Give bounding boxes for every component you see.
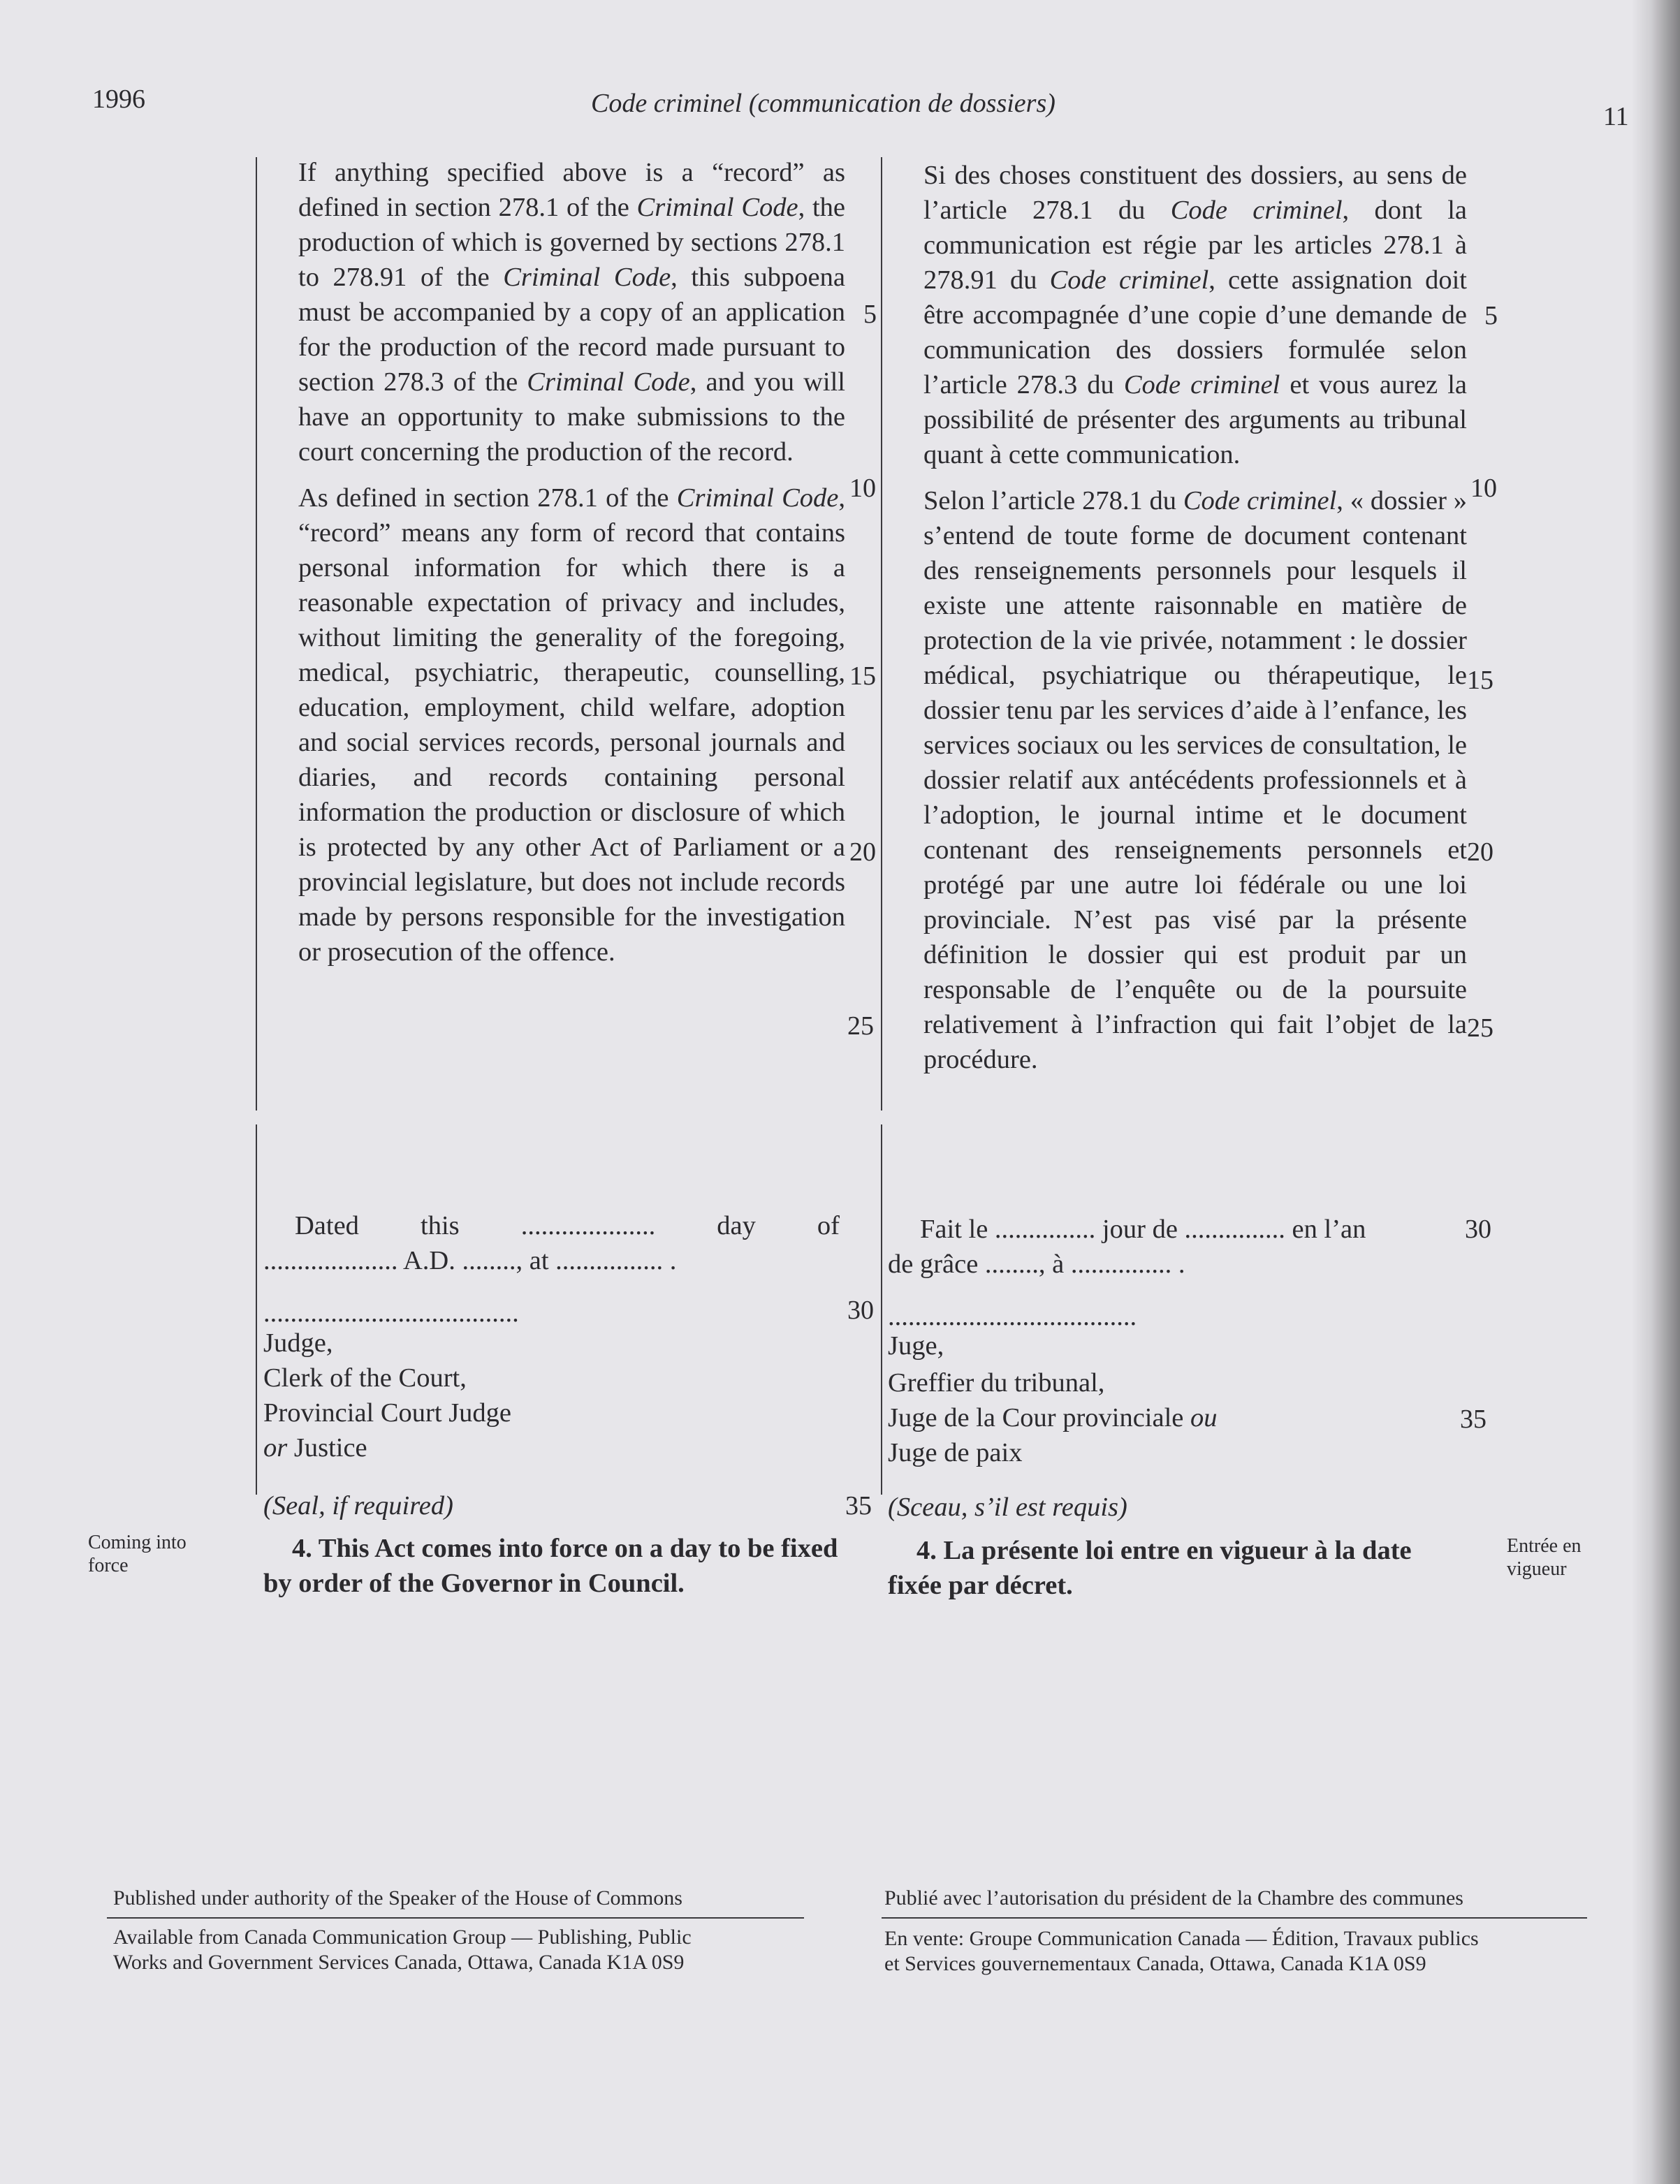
center-rule-upper: [881, 157, 882, 1111]
italic-citation: Criminal Code: [636, 193, 798, 222]
english-signatory-1: Judge,: [263, 1328, 333, 1358]
en-line-number-5: 5: [863, 300, 877, 329]
english-signatory-2: Clerk of the Court,: [263, 1363, 467, 1393]
text-run: , “record” means any form of record that contains personal information for which there is a reasonable expectation of privacy and includes, without limiting the generality of the foregoing, medical, psychiatric, therapeutic, counselling, education, employment, child welfare, adoption and social services records, personal journals and diaries, and records containing personal information the production or disclosure of which is protected by any other Act of Parliament or a provincial legislature, but does not include records made by persons responsible for the investigation or prosecution of the offence.: [298, 483, 845, 967]
en-line-number-15: 15: [849, 661, 876, 691]
footer-fr-rule: [882, 1917, 1587, 1919]
english-paragraph-2: [298, 481, 845, 969]
fr-line-number-35: 35: [1460, 1405, 1487, 1434]
french-column: [923, 158, 1467, 1077]
english-paragraph-1: [298, 155, 845, 469]
justice-word: Justice: [287, 1433, 367, 1463]
footer-line: Works and Government Services Canada, Ottawa, Canada K1A 0S9: [113, 1951, 685, 1974]
en-line-number-20: 20: [849, 837, 876, 867]
french-signatory-4: Juge de paix: [888, 1438, 1023, 1467]
text-run: If anything specified above is a “record” as defined in section 278.1 of the: [298, 158, 845, 222]
english-margin-rule-lower: [256, 1124, 257, 1495]
provincial-judge-words: Juge de la Cour provinciale: [888, 1403, 1190, 1432]
english-side-note: [88, 1531, 187, 1577]
italic-citation: Code criminel: [1123, 370, 1280, 400]
day-blank: ....................: [520, 1211, 656, 1240]
french-signatory-3: [888, 1400, 1218, 1435]
english-signatory-4: [263, 1430, 367, 1465]
en-line-number-35: 35: [845, 1491, 872, 1520]
footer-en-available: [113, 1925, 692, 1975]
text-run: , this subpoena must be accompanied by a copy of an application for the production of the record made pursuant to section 278.3 of the: [298, 263, 845, 397]
of-word: of: [817, 1211, 840, 1240]
en-line-number-30: 30: [847, 1296, 874, 1325]
text-run: , « dossier » s’entend de toute forme de document contenant des renseignements personnels pour lesquels il existe une attente raisonnable en matière de protection de la vie privée, notamment : le dossier médical, psychiatrique ou thérapeutique, le dossier tenu par les services d’aide à l’enfance, les services sociaux ou les services de consultation, le dossier relatif aux antécédents professionnels et à l’adoption, le journal intime et le document contenant des renseignements personnels et protégé par une autre loi fédérale ou une loi provinciale. N’est pas visé par la présente définition le dossier qui est produit par un responsable de l’enquête ou de la poursuite relativement à l’infraction qui fait l’objet de la procédure.: [923, 486, 1468, 1074]
text-run: , dont la communication est régie par les articles 278.1 à 278.91 du: [923, 196, 1467, 295]
fr-line-number-15: 15: [1467, 666, 1493, 695]
italic-citation: Code criminel: [1183, 486, 1337, 515]
side-note-line: Coming into: [88, 1532, 187, 1553]
text-run: Si des choses constituent des dossiers, au sens de l’article 278.1 du: [923, 161, 1467, 225]
running-title: Code criminel (communication de dossiers): [591, 89, 1056, 118]
side-note-line: Entrée en: [1507, 1535, 1582, 1557]
footer-en-published: Published under authority of the Speaker of the House of Commons: [113, 1886, 682, 1910]
english-margin-rule-upper: [256, 157, 257, 1111]
french-signatory-1: Juge,: [888, 1331, 944, 1361]
french-signatory-2: Greffier du tribunal,: [888, 1368, 1105, 1398]
ou-word: ou: [1190, 1403, 1218, 1432]
footer-fr-published: Publié avec l’autorisation du président de la Chambre des communes: [884, 1886, 1463, 1910]
french-paragraph-2: [923, 483, 1467, 1077]
french-paragraph-1: [923, 158, 1467, 472]
footer-line: Available from Canada Communication Group — Publishing, Public: [113, 1926, 692, 1949]
footer-line: En vente: Groupe Communication Canada — Édition, Travaux publics: [884, 1927, 1479, 1950]
text-run: et vous aurez la possibilité de présenter des arguments au tribunal quant à cette communication.: [923, 370, 1468, 469]
english-section-4: 4. This Act comes into force on a day to be fixed by order of the Governor in Council.: [263, 1534, 838, 1598]
fr-line-number-25: 25: [1467, 1013, 1493, 1043]
french-section-4: 4. La présente loi entre en vigueur à la date fixée par décret.: [888, 1536, 1412, 1600]
en-line-number-25: 25: [847, 1011, 874, 1041]
footer-fr-available: [884, 1926, 1479, 1977]
italic-citation: Criminal Code: [527, 367, 690, 397]
english-dated-line-2: .................... A.D. ........, at ................ .: [263, 1246, 677, 1275]
text-run: , cette assignation doit être accompagnée d’une copie d’une demande de communication des dossiers formulée selon l’article 278.3 du: [923, 265, 1468, 400]
fr-line-number-5: 5: [1484, 301, 1498, 330]
en-line-number-10: 10: [849, 474, 876, 503]
english-signatory-3: Provincial Court Judge: [263, 1398, 512, 1428]
text-run: As defined in section 278.1 of the: [298, 483, 677, 513]
text-run: Selon l’article 278.1 du: [923, 486, 1183, 515]
footer-en-rule: [107, 1917, 804, 1919]
footer-line: et Services gouvernementaux Canada, Ottawa, Canada K1A 0S9: [884, 1952, 1426, 1975]
side-note-line: force: [88, 1555, 129, 1576]
italic-citation: Code criminel: [1049, 265, 1209, 295]
italic-citation: Criminal Code: [676, 483, 839, 513]
text-run: , the production of which is governed by sections 278.1 to 278.91 of the: [298, 193, 845, 292]
text-run: , and you will have an opportunity to make submissions to the court concerning the production of the record.: [298, 367, 845, 467]
english-signature-line: ......................................: [263, 1298, 519, 1328]
english-dated-line-1: [295, 1208, 840, 1243]
french-side-note: [1507, 1534, 1582, 1581]
or-word: or: [263, 1433, 288, 1463]
english-column: [298, 155, 845, 969]
italic-citation: Code criminel: [1170, 196, 1343, 225]
italic-citation: Criminal Code: [503, 263, 671, 292]
fr-line-number-10: 10: [1470, 474, 1497, 503]
fr-line-number-30: 30: [1465, 1215, 1491, 1244]
french-dated-line-1: Fait le ............... jour de ............... en l’an: [920, 1215, 1366, 1244]
header-year: 1996: [92, 85, 145, 114]
fr-line-number-20: 20: [1467, 837, 1493, 867]
day-word: day: [717, 1211, 756, 1240]
page-number: 11: [1603, 102, 1629, 131]
french-seal: (Sceau, s’il est requis): [888, 1493, 1127, 1522]
english-seal: (Seal, if required): [263, 1491, 453, 1520]
page-edge-shadow: [1631, 0, 1680, 2184]
center-rule-lower: [881, 1124, 882, 1495]
french-signature-line: .....................................: [888, 1302, 1137, 1331]
french-dated-line-2: de grâce ........, à ............... .: [888, 1249, 1185, 1279]
side-note-line: vigueur: [1507, 1558, 1567, 1580]
this-word: this: [421, 1211, 460, 1240]
dated-word: Dated: [295, 1211, 359, 1240]
